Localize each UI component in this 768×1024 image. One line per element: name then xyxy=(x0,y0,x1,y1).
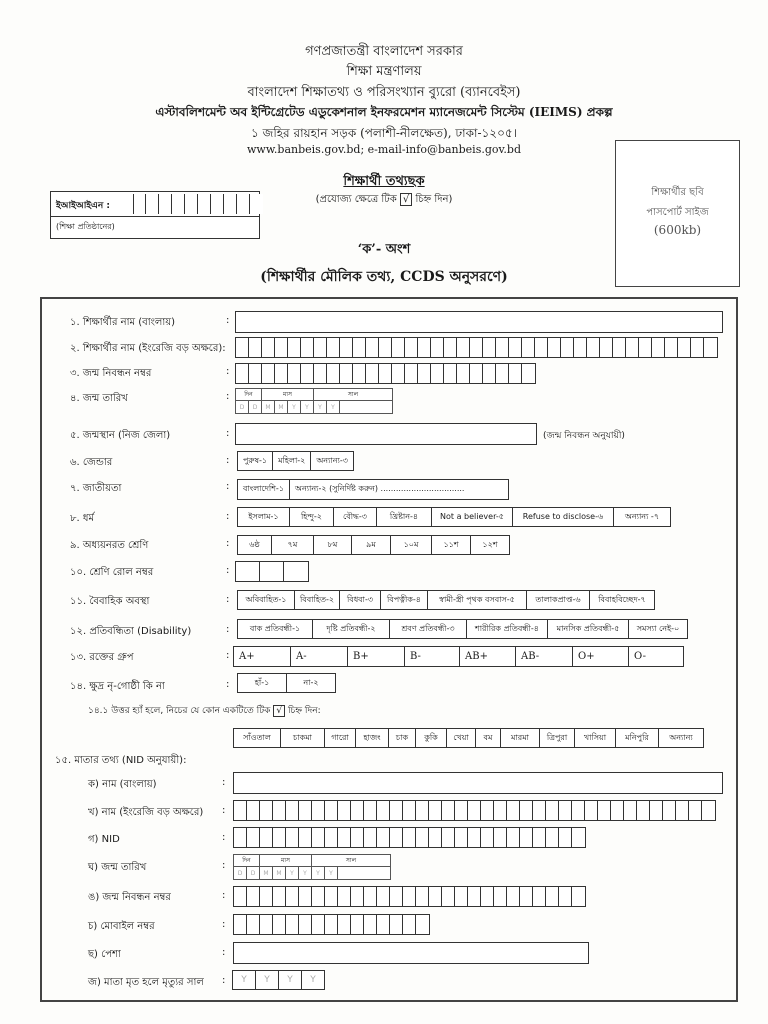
marital-option[interactable]: স্বামী-স্ত্রী পৃথক বসবাস-৫ xyxy=(427,590,527,610)
gov-title: গণপ্রজাতন্ত্রী বাংলাদেশ সরকার xyxy=(305,44,463,59)
year-label: সাল xyxy=(312,855,390,867)
ethnic-group-option[interactable]: মারমা xyxy=(500,728,540,748)
blood-option[interactable]: B+ xyxy=(347,646,405,667)
ethnic-yn-option[interactable]: না-২ xyxy=(286,673,336,693)
month-label: মাস xyxy=(262,389,314,401)
day-label: দিন xyxy=(234,855,260,867)
eiin-label: ইআইআইএন : xyxy=(56,201,110,211)
photo-size-label: পাসপোর্ট সাইজ xyxy=(646,207,709,218)
ethnic-group-option[interactable]: খেয়া xyxy=(446,728,476,748)
d-cell[interactable]: D xyxy=(236,401,249,413)
colon: : xyxy=(226,366,230,377)
ethnic-group-option[interactable]: গারো xyxy=(324,728,356,748)
gender-options xyxy=(238,451,354,471)
y-cell[interactable]: Y xyxy=(299,867,312,879)
religion-options xyxy=(238,507,671,527)
gender-option[interactable]: মহিলা-২ xyxy=(272,451,311,471)
tick-symbol: √ xyxy=(273,705,285,717)
field-birthplace-label: ৫. জন্মস্থান (নিজ জেলা) xyxy=(70,430,171,441)
ministry-title: শিক্ষা মন্ত্রণালয় xyxy=(346,64,422,79)
year-label: সাল xyxy=(314,389,392,401)
colon: : xyxy=(226,594,230,605)
marital-option[interactable]: বিধবা-৩ xyxy=(339,590,381,610)
colon: : xyxy=(226,428,230,439)
birthplace-input[interactable] xyxy=(235,423,537,445)
class-option[interactable]: ৭ম xyxy=(271,535,314,555)
y-cell[interactable]: Y xyxy=(314,401,327,413)
colon: : xyxy=(222,777,226,788)
m-cell[interactable]: M xyxy=(273,867,286,879)
class-option[interactable]: ১১শ xyxy=(431,535,471,555)
colon: : xyxy=(222,805,226,816)
birth-reg-input[interactable] xyxy=(235,363,536,384)
colon: : xyxy=(222,860,226,871)
ethnic-sub-instruction-post: চিহ্ন দিন: xyxy=(287,706,321,716)
gender-option[interactable]: পুরুষ-১ xyxy=(237,451,273,471)
website-email: www.banbeis.gov.bd; e-mail-info@banbeis.gov.bd xyxy=(246,143,521,156)
mother-nid-input[interactable] xyxy=(233,827,586,848)
day-label: দিন xyxy=(236,389,262,401)
photo-filesize: (600kb) xyxy=(653,223,702,237)
field-roll-label: ১০. শ্রেণি রোল নম্বর xyxy=(70,567,154,578)
field-mother-info-label: ১৫. মাতার তথ্য (NID অনুযায়ী): xyxy=(55,755,187,766)
blood-option[interactable]: O- xyxy=(628,646,684,667)
marital-option[interactable]: বিবাহিত-২ xyxy=(294,590,340,610)
mother-dob-input[interactable] xyxy=(233,854,391,880)
month-label: মাস xyxy=(260,855,312,867)
disability-option[interactable]: শারীরিক প্রতিবন্ধী-৪ xyxy=(466,619,548,639)
tick-instruction xyxy=(0,192,768,209)
mother-mobile-input[interactable] xyxy=(233,914,430,935)
mother-death-year-input[interactable] xyxy=(233,970,325,990)
religion-option[interactable]: Not a believer-৫ xyxy=(431,507,513,527)
roll-input[interactable] xyxy=(235,561,309,582)
disability-option[interactable]: দৃষ্টি প্রতিবন্ধী-২ xyxy=(312,619,390,639)
colon: : xyxy=(226,511,230,522)
field-dob-label: ৪. জন্ম তারিখ xyxy=(70,393,128,404)
colon: : xyxy=(222,947,226,958)
disability-option[interactable]: শ্রবণ প্রতিবন্ধী-৩ xyxy=(389,619,467,639)
form-title: শিক্ষার্থী তথ্যছক xyxy=(343,174,425,189)
colon: : xyxy=(222,890,226,901)
field-disability-label: ১২. প্রতিবন্ধিতা (Disability) xyxy=(70,626,192,637)
colon: : xyxy=(226,650,230,661)
disability-option[interactable]: মানসিক প্রতিবন্ধী-৫ xyxy=(547,619,629,639)
mother-name-bn-input[interactable] xyxy=(233,772,723,794)
ethnic-group-option[interactable]: খাসিয়া xyxy=(574,728,616,748)
ethnic-group-option[interactable]: সাঁওতাল xyxy=(233,728,281,748)
mother-death-year-label: জ) মাতা মৃত হলে মৃত্যুর সাল xyxy=(88,977,204,988)
mother-nid-label: গ) NID xyxy=(88,834,120,845)
mother-mobile-label: চ) মোবাইল নম্বর xyxy=(88,921,155,932)
ethnic-yn-option[interactable]: হাঁ-১ xyxy=(237,673,287,693)
ethnic-yn-options xyxy=(238,673,336,693)
mother-birth-reg-label: ঙ) জন্ম নিবন্ধন নম্বর xyxy=(88,892,171,903)
colon: : xyxy=(226,481,230,492)
m-cell[interactable]: M xyxy=(275,401,288,413)
field-name-bn-label: ১. শিক্ষার্থীর নাম (বাংলায়) xyxy=(70,317,176,328)
m-cell[interactable]: M xyxy=(260,867,273,879)
student-name-bn-input[interactable] xyxy=(235,311,723,333)
colon: : xyxy=(226,391,230,402)
field-blood-label: ১৩. রক্তের গ্রুপ xyxy=(70,652,134,663)
religion-option[interactable]: হিন্দু-২ xyxy=(289,507,334,527)
field-birth-reg-label: ৩. জন্ম নিবন্ধন নম্বর xyxy=(70,368,152,379)
field-gender-label: ৬. জেন্ডার xyxy=(70,457,113,468)
class-option[interactable]: ১০ম xyxy=(390,535,432,555)
student-name-en-input[interactable] xyxy=(235,337,718,358)
d-cell[interactable]: D xyxy=(247,867,260,879)
mother-occupation-label: ছ) পেশা xyxy=(88,949,121,960)
ethnic-sub-instruction-pre: ১৪.১ উত্তর হ্যাঁ হলে, নিচের যে কোন একটিতে টিক xyxy=(88,706,271,716)
field-class-label: ৯. অধ্যয়নরত শ্রেণি xyxy=(70,540,149,551)
class-option[interactable]: ৮ম xyxy=(313,535,352,555)
mother-dob-label: ঘ) জন্ম তারিখ xyxy=(88,862,147,873)
religion-option[interactable]: বৌদ্ধ-৩ xyxy=(333,507,377,527)
ethnic-group-option[interactable]: ত্রিপুরা xyxy=(539,728,575,748)
field-nationality-label: ৭. জাতীয়তা xyxy=(70,483,122,494)
colon: : xyxy=(226,565,230,576)
d-cell[interactable]: D xyxy=(234,867,247,879)
y-cell[interactable]: Y xyxy=(286,867,299,879)
field-ethnic-label: ১৪. ক্ষুদ্র নৃ-গোষ্ঠী কি না xyxy=(70,681,165,692)
photo-label: শিক্ষার্থীর ছবি xyxy=(651,187,704,198)
y-cell[interactable]: Y xyxy=(301,970,325,990)
address: ১ জহির রায়হান সড়ক (পলাশী-নীলক্ষেত), ঢাকা-১২০৫। xyxy=(250,126,517,140)
class-option[interactable]: ৬ষ্ঠ xyxy=(237,535,272,555)
bureau-title: বাংলাদেশ শিক্ষাতথ্য ও পরিসংখ্যান ব্যুরো (ব্যানবেইস) xyxy=(247,85,521,100)
nationality-option[interactable]: অন্যান্য-২ (সুনির্দিষ্ট করুন) ................................. xyxy=(289,479,509,500)
colon: : xyxy=(226,538,230,549)
y-cell[interactable]: Y xyxy=(325,867,338,879)
ethnic-group-option[interactable]: চাক xyxy=(388,728,416,748)
blood-option[interactable]: O+ xyxy=(572,646,629,667)
blood-option[interactable]: AB- xyxy=(515,646,573,667)
disability-option[interactable]: বাক প্রতিবন্ধী-১ xyxy=(237,619,313,639)
religion-option[interactable]: Refuse to disclose-৬ xyxy=(512,507,614,527)
marital-option[interactable]: তালাকপ্রাপ্ত-৬ xyxy=(526,590,590,610)
nationality-options xyxy=(238,479,509,500)
colon: : xyxy=(226,315,230,326)
marital-option[interactable]: বিবাহবিচ্ছেদ-৭ xyxy=(589,590,655,610)
tick-instruction-pre: (প্রযোজ্য ক্ষেত্রে টিক xyxy=(315,194,397,205)
marital-option[interactable]: বিপত্নীক-৪ xyxy=(380,590,428,610)
y-cell[interactable]: Y xyxy=(301,401,314,413)
y-cell[interactable]: Y xyxy=(288,401,301,413)
y-cell[interactable]: Y xyxy=(327,401,340,413)
part-subtitle: (শিক্ষার্থীর মৌলিক তথ্য, CCDS অনুসরণে) xyxy=(260,269,508,285)
m-cell[interactable]: M xyxy=(262,401,275,413)
y-cell[interactable]: Y xyxy=(232,970,256,990)
ethnic-group-option[interactable]: মনিপুরি xyxy=(615,728,659,748)
ethnic-group-option[interactable]: কুকি xyxy=(415,728,447,748)
ethnic-group-option[interactable]: হাজং xyxy=(355,728,389,748)
blood-options xyxy=(234,646,684,667)
project-title: এস্টাবলিশমেন্ট অব ইন্টিগ্রেটেড এডুকেশনাল ইনফরমেশন ম্যানেজমেন্ট সিস্টেম (IEIMS) প্রকল্প xyxy=(155,105,613,119)
y-cell[interactable]: Y xyxy=(278,970,302,990)
religion-option[interactable]: খ্রিষ্টান-৪ xyxy=(376,507,432,527)
religion-option[interactable]: অন্যান্য -৭ xyxy=(613,507,671,527)
mother-occupation-input[interactable] xyxy=(233,942,589,964)
tick-symbol: √ xyxy=(400,193,412,206)
birthplace-note: (জন্ম নিবন্ধন অনুযায়ী) xyxy=(543,431,625,441)
tick-instruction-post: চিহ্ন দিন) xyxy=(415,194,453,205)
blood-option[interactable]: A- xyxy=(290,646,348,667)
blood-option[interactable]: AB+ xyxy=(459,646,516,667)
disability-options xyxy=(238,619,688,639)
mother-name-en-input[interactable] xyxy=(233,800,716,821)
colon: : xyxy=(226,455,230,466)
mother-birth-reg-input[interactable] xyxy=(233,886,586,907)
mother-name-bn-label: ক) নাম (বাংলায়) xyxy=(88,779,157,790)
dob-input[interactable] xyxy=(235,388,393,414)
field-name-en-label: ২. শিক্ষার্থীর নাম (ইংরেজি বড় অক্ষরে): xyxy=(70,343,226,354)
class-options xyxy=(238,535,510,555)
ethnic-group-option[interactable]: চাকমা xyxy=(280,728,325,748)
colon: : xyxy=(222,832,226,843)
colon: : xyxy=(222,975,226,986)
mother-name-en-label: খ) নাম (ইংরেজি বড় অক্ষরে) xyxy=(88,807,204,818)
part-title: ‘ক’- অংশ xyxy=(357,242,411,257)
colon: : xyxy=(226,679,230,690)
marital-options xyxy=(238,590,655,610)
blood-option[interactable]: A+ xyxy=(233,646,291,667)
class-option[interactable]: ৯ম xyxy=(351,535,391,555)
field-marital-label: ১১. বৈবাহিক অবস্থা xyxy=(70,596,150,607)
field-religion-label: ৮. ধর্ম xyxy=(70,513,95,524)
colon: : xyxy=(222,919,226,930)
disability-option[interactable]: সমস্যা নেই-০ xyxy=(628,619,688,639)
eiin-sub: (শিক্ষা প্রতিষ্ঠানের) xyxy=(56,222,115,231)
y-cell[interactable]: Y xyxy=(312,867,325,879)
ethnic-group-option[interactable]: অন্যান্য xyxy=(658,728,704,748)
gender-option[interactable]: অন্যান্য-৩ xyxy=(310,451,354,471)
ethnic-group-options xyxy=(234,728,704,748)
nationality-option[interactable]: বাংলাদেশি-১ xyxy=(237,479,290,500)
marital-option[interactable]: অবিবাহিত-১ xyxy=(237,590,295,610)
religion-option[interactable]: ইসলাম-১ xyxy=(237,507,290,527)
ethnic-group-option[interactable]: বম xyxy=(475,728,501,748)
colon: : xyxy=(226,624,230,635)
class-option[interactable]: ১২শ xyxy=(470,535,510,555)
blood-option[interactable]: B- xyxy=(404,646,460,667)
d-cell[interactable]: D xyxy=(249,401,262,413)
ethnic-sub-instruction xyxy=(88,703,321,718)
y-cell[interactable]: Y xyxy=(255,970,279,990)
